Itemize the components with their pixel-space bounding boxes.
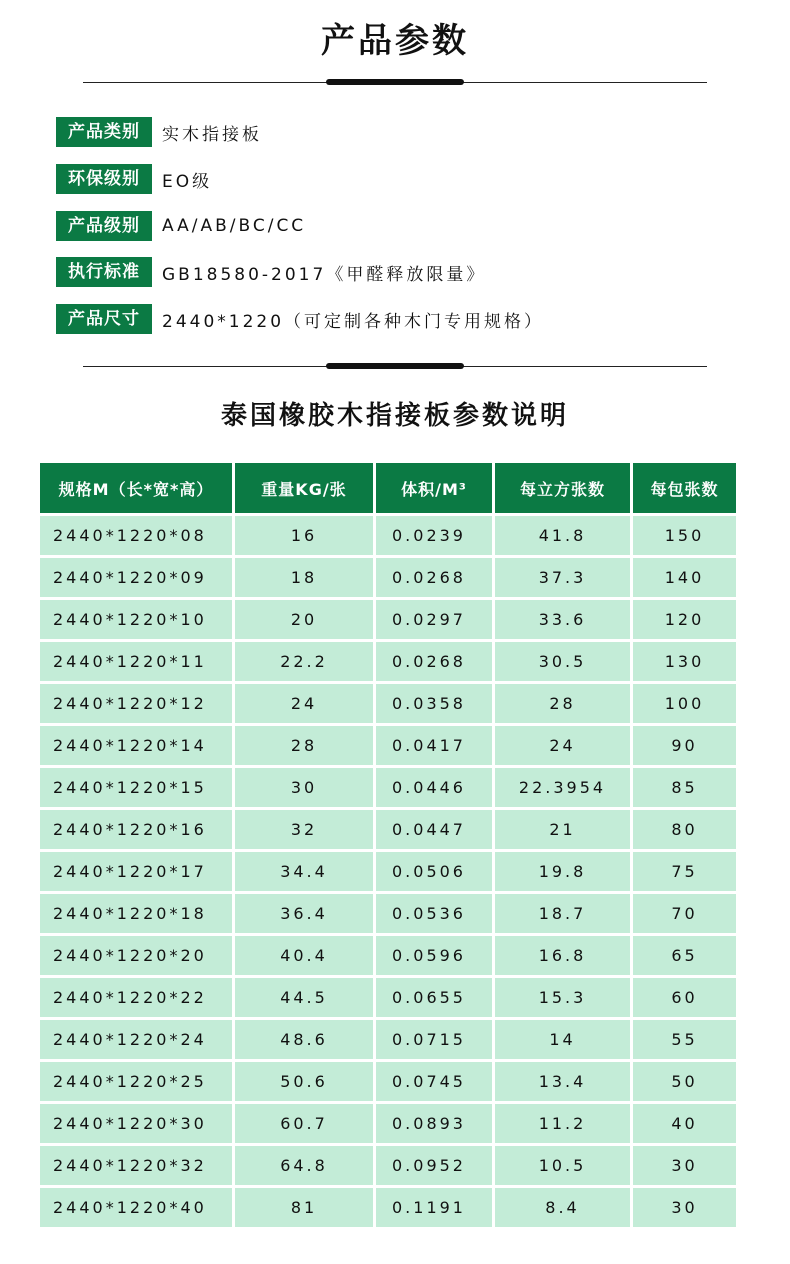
cell-sheets-per-cubic: 28 <box>495 684 630 723</box>
cell-volume: 0.0745 <box>376 1062 492 1101</box>
cell-spec: 2440*1220*10 <box>40 600 232 639</box>
cell-sheets-per-cubic: 15.3 <box>495 978 630 1017</box>
cell-sheets-per-cubic: 19.8 <box>495 852 630 891</box>
cell-sheets-per-cubic: 24 <box>495 726 630 765</box>
param-value: 实木指接板 <box>162 124 262 145</box>
param-value: AA/AB/BC/CC <box>162 216 307 236</box>
cell-sheets-per-cubic: 22.3954 <box>495 768 630 807</box>
cell-spec: 2440*1220*40 <box>40 1188 232 1227</box>
table-row <box>40 894 736 933</box>
cell-weight: 18 <box>235 558 373 597</box>
cell-sheets-per-pack: 100 <box>633 684 736 723</box>
cell-sheets-per-pack: 30 <box>633 1188 736 1227</box>
cell-sheets-per-pack: 150 <box>633 516 736 555</box>
cell-spec: 2440*1220*32 <box>40 1146 232 1185</box>
cell-volume: 0.0506 <box>376 852 492 891</box>
table-row <box>40 558 736 597</box>
table-row <box>40 768 736 807</box>
column-header-volume: 体积/M³ <box>376 463 492 513</box>
cell-sheets-per-pack: 120 <box>633 600 736 639</box>
cell-volume: 0.1191 <box>376 1188 492 1227</box>
table-row <box>40 1104 736 1143</box>
cell-sheets-per-cubic: 8.4 <box>495 1188 630 1227</box>
column-header-spec: 规格M（长*宽*高） <box>40 463 232 513</box>
cell-spec: 2440*1220*09 <box>40 558 232 597</box>
table-row <box>40 684 736 723</box>
cell-sheets-per-cubic: 41.8 <box>495 516 630 555</box>
page-title: 产品参数 <box>321 21 469 61</box>
cell-spec: 2440*1220*16 <box>40 810 232 849</box>
cell-sheets-per-pack: 60 <box>633 978 736 1017</box>
cell-volume: 0.0536 <box>376 894 492 933</box>
table-row <box>40 1020 736 1059</box>
cell-weight: 60.7 <box>235 1104 373 1143</box>
cell-weight: 50.6 <box>235 1062 373 1101</box>
cell-volume: 0.0596 <box>376 936 492 975</box>
cell-weight: 20 <box>235 600 373 639</box>
cell-sheets-per-pack: 65 <box>633 936 736 975</box>
cell-sheets-per-pack: 80 <box>633 810 736 849</box>
cell-weight: 30 <box>235 768 373 807</box>
cell-sheets-per-cubic: 33.6 <box>495 600 630 639</box>
param-label: 产品尺寸 <box>56 304 152 334</box>
cell-spec: 2440*1220*15 <box>40 768 232 807</box>
table-row <box>40 978 736 1017</box>
cell-volume: 0.0893 <box>376 1104 492 1143</box>
cell-sheets-per-cubic: 10.5 <box>495 1146 630 1185</box>
param-label: 产品级别 <box>56 211 152 241</box>
table-row <box>40 936 736 975</box>
table-header-row <box>40 463 736 513</box>
table-row <box>40 810 736 849</box>
param-row-category <box>56 117 262 147</box>
cell-spec: 2440*1220*18 <box>40 894 232 933</box>
table-row <box>40 852 736 891</box>
column-header-sheets-per-cubic: 每立方张数 <box>495 463 630 513</box>
cell-sheets-per-cubic: 21 <box>495 810 630 849</box>
cell-sheets-per-pack: 70 <box>633 894 736 933</box>
cell-weight: 44.5 <box>235 978 373 1017</box>
param-row-standard <box>56 257 486 287</box>
cell-volume: 0.0268 <box>376 558 492 597</box>
cell-sheets-per-cubic: 30.5 <box>495 642 630 681</box>
table-row <box>40 1188 736 1227</box>
cell-sheets-per-cubic: 11.2 <box>495 1104 630 1143</box>
cell-volume: 0.0952 <box>376 1146 492 1185</box>
cell-spec: 2440*1220*20 <box>40 936 232 975</box>
cell-volume: 0.0655 <box>376 978 492 1017</box>
cell-sheets-per-pack: 140 <box>633 558 736 597</box>
cell-spec: 2440*1220*25 <box>40 1062 232 1101</box>
cell-volume: 0.0239 <box>376 516 492 555</box>
cell-weight: 22.2 <box>235 642 373 681</box>
cell-volume: 0.0297 <box>376 600 492 639</box>
cell-spec: 2440*1220*24 <box>40 1020 232 1059</box>
param-label: 环保级别 <box>56 164 152 194</box>
cell-weight: 34.4 <box>235 852 373 891</box>
param-label: 产品类别 <box>56 117 152 147</box>
cell-sheets-per-cubic: 18.7 <box>495 894 630 933</box>
param-row-product-grade <box>56 211 306 241</box>
cell-weight: 40.4 <box>235 936 373 975</box>
column-header-weight: 重量KG/张 <box>235 463 373 513</box>
cell-volume: 0.0358 <box>376 684 492 723</box>
cell-spec: 2440*1220*30 <box>40 1104 232 1143</box>
param-row-eco-grade <box>56 164 212 194</box>
title-divider-accent <box>326 79 464 85</box>
param-label: 执行标准 <box>56 257 152 287</box>
cell-sheets-per-cubic: 16.8 <box>495 936 630 975</box>
cell-weight: 36.4 <box>235 894 373 933</box>
cell-sheets-per-pack: 50 <box>633 1062 736 1101</box>
cell-sheets-per-pack: 75 <box>633 852 736 891</box>
cell-sheets-per-pack: 40 <box>633 1104 736 1143</box>
column-header-sheets-per-pack: 每包张数 <box>633 463 736 513</box>
cell-sheets-per-cubic: 37.3 <box>495 558 630 597</box>
cell-volume: 0.0715 <box>376 1020 492 1059</box>
cell-volume: 0.0417 <box>376 726 492 765</box>
cell-sheets-per-cubic: 14 <box>495 1020 630 1059</box>
table-row <box>40 1146 736 1185</box>
cell-sheets-per-cubic: 13.4 <box>495 1062 630 1101</box>
cell-sheets-per-pack: 55 <box>633 1020 736 1059</box>
spec-table <box>37 460 739 1230</box>
table-row <box>40 642 736 681</box>
cell-volume: 0.0446 <box>376 768 492 807</box>
cell-weight: 24 <box>235 684 373 723</box>
cell-weight: 28 <box>235 726 373 765</box>
cell-weight: 16 <box>235 516 373 555</box>
cell-weight: 32 <box>235 810 373 849</box>
table-row <box>40 516 736 555</box>
cell-sheets-per-pack: 130 <box>633 642 736 681</box>
table-row <box>40 726 736 765</box>
cell-volume: 0.0268 <box>376 642 492 681</box>
cell-sheets-per-pack: 85 <box>633 768 736 807</box>
cell-sheets-per-pack: 30 <box>633 1146 736 1185</box>
cell-spec: 2440*1220*08 <box>40 516 232 555</box>
cell-spec: 2440*1220*14 <box>40 726 232 765</box>
cell-weight: 64.8 <box>235 1146 373 1185</box>
param-value: GB18580-2017《甲醛释放限量》 <box>162 264 487 285</box>
param-row-size <box>56 304 544 334</box>
cell-weight: 48.6 <box>235 1020 373 1059</box>
table-row <box>40 1062 736 1101</box>
cell-spec: 2440*1220*11 <box>40 642 232 681</box>
cell-weight: 81 <box>235 1188 373 1227</box>
cell-spec: 2440*1220*17 <box>40 852 232 891</box>
table-title: 泰国橡胶木指接板参数说明 <box>220 401 569 431</box>
section-divider-accent <box>326 363 464 369</box>
table-row <box>40 600 736 639</box>
param-value: 2440*1220（可定制各种木门专用规格） <box>162 311 545 332</box>
param-value: EO级 <box>162 171 213 192</box>
cell-volume: 0.0447 <box>376 810 492 849</box>
cell-spec: 2440*1220*12 <box>40 684 232 723</box>
cell-sheets-per-pack: 90 <box>633 726 736 765</box>
cell-spec: 2440*1220*22 <box>40 978 232 1017</box>
